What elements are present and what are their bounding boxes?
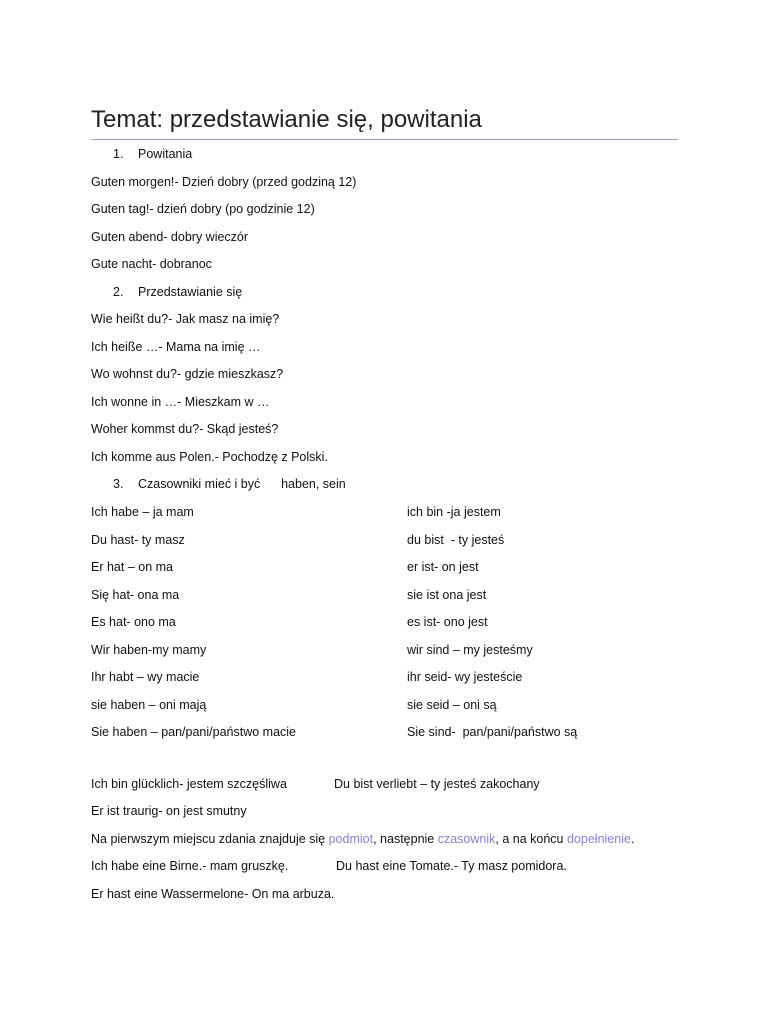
grammar-note — [91, 831, 634, 847]
page-title: Temat: przedstawianie się, powitania — [91, 106, 482, 133]
greeting-line: Guten tag!- dzień dobry (po godzinie 12) — [91, 202, 315, 216]
haben-form: Się hat- ona ma — [91, 587, 180, 602]
note-text: , następnie — [373, 832, 438, 846]
section-number: 2. — [113, 285, 124, 299]
example-line: Er hast eine Wassermelone- On ma arbuza. — [91, 887, 335, 901]
note-text: Na pierwszym miejscu zdania znajduje się — [91, 832, 329, 846]
example-line: Du hast eine Tomate.- Ty masz pomidora. — [336, 859, 567, 873]
section-heading — [113, 476, 346, 492]
intro-line: Wie heißt du?- Jak masz na imię? — [91, 312, 280, 326]
section-number: 3. — [113, 477, 124, 491]
haben-form: Er hat – on ma — [91, 560, 173, 574]
haben-form: sie haben – oni mają — [91, 697, 207, 712]
note-text: , a na końcu — [495, 832, 567, 846]
example-line: Ich habe eine Birne.- mam gruszkę. — [91, 859, 289, 873]
sein-form: Sie sind- pan/pani/państwo są — [407, 725, 578, 739]
haben-form: Es hat- ono ma — [91, 615, 176, 629]
sein-form: sie ist ona jest — [407, 587, 487, 602]
greeting-line: Guten abend- dobry wieczór — [91, 230, 249, 244]
intro-line: Woher kommst du?- Skąd jesteś? — [91, 422, 279, 436]
haben-form: Ich habe – ja mam — [91, 505, 194, 519]
section-heading — [113, 146, 193, 162]
greeting-line: Gute nacht- dobranoc — [91, 257, 212, 271]
title-divider — [91, 139, 678, 140]
intro-line: Wo wohnst du?- gdzie mieszkasz? — [91, 367, 284, 381]
example-line: Er ist traurig- on jest smutny — [91, 804, 247, 818]
haben-form: Sie haben – pan/pani/państwo macie — [91, 725, 297, 739]
highlight-subject: podmiot — [328, 832, 374, 846]
haben-form: Wir haben-my mamy — [91, 642, 207, 657]
intro-line: Ich heiße …- Mama na imię … — [91, 340, 261, 354]
sein-form: er ist- on jest — [407, 560, 479, 574]
section-label: Przedstawianie się — [138, 285, 243, 299]
section-heading — [113, 284, 243, 300]
sein-form: ich bin -ja jestem — [407, 505, 501, 519]
sein-form: ihr seid- wy jesteście — [407, 670, 523, 684]
example-line: Ich bin glücklich- jestem szczęśliwa — [91, 777, 287, 791]
haben-form: Du hast- ty masz — [91, 532, 185, 547]
greeting-line: Guten morgen!- Dzień dobry (przed godziną 12) — [91, 175, 357, 189]
section-label: Powitania — [138, 147, 193, 161]
example-line: Du bist verliebt – ty jesteś zakochany — [334, 777, 540, 791]
haben-form: Ihr habt – wy macie — [91, 670, 200, 684]
section-number: 1. — [113, 147, 124, 161]
highlight-verb: czasownik — [437, 832, 496, 846]
sein-form: es ist- ono jest — [407, 615, 488, 629]
intro-line: Ich komme aus Polen.- Pochodzę z Polski. — [91, 450, 328, 464]
highlight-object: dopełnienie — [566, 832, 631, 846]
sein-form: du bist - ty jesteś — [407, 532, 505, 547]
section-label: Czasowniki mieć i być haben, sein — [138, 477, 346, 491]
sein-form: wir sind – my jesteśmy — [407, 642, 533, 657]
note-text: . — [630, 832, 635, 846]
sein-form: sie seid – oni są — [407, 697, 497, 712]
intro-line: Ich wonne in …- Mieszkam w … — [91, 395, 270, 409]
